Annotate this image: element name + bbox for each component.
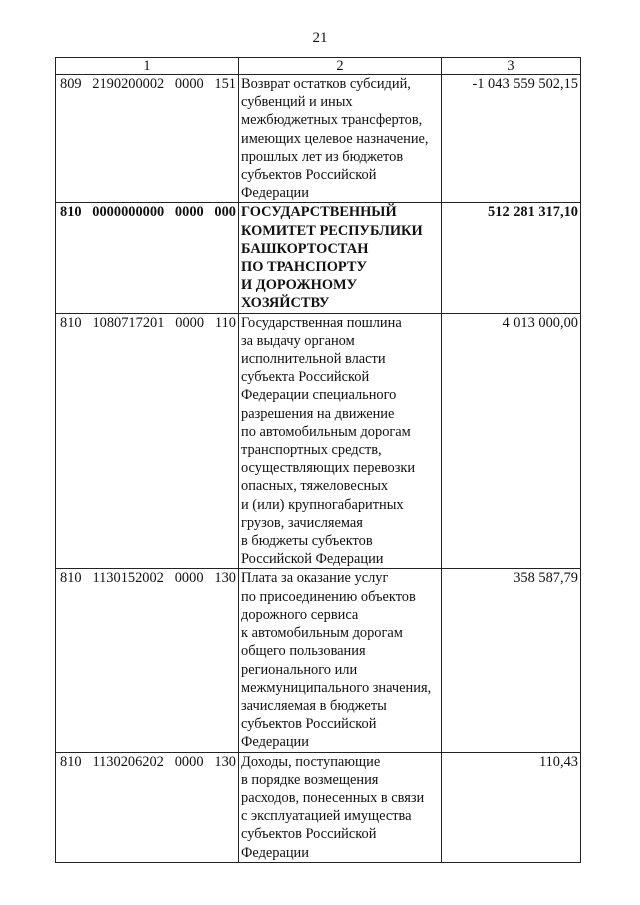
classification-code: [58, 75, 236, 93]
code-revenue: 0000000000: [92, 204, 165, 221]
revenue-name-line: грузов, зачисляемая: [241, 514, 363, 531]
revenue-name-line: Федерации: [241, 185, 309, 202]
code-program: 0000: [175, 314, 205, 331]
revenue-name-line: ХОЗЯЙСТВУ: [241, 295, 330, 312]
table-row: [56, 203, 581, 313]
revenue-name-cell: [239, 313, 442, 569]
revenue-name-line: Федерации: [241, 844, 309, 861]
code-program: 0000: [174, 204, 204, 221]
revenue-name-line: Российской Федерации: [241, 551, 384, 568]
revenue-name-line: в порядке возмещения: [241, 771, 379, 788]
classification-code-cell: [56, 569, 239, 752]
revenue-name-cell: [239, 752, 442, 862]
revenue-name-line: зачисляемая в бюджеты: [241, 697, 387, 714]
table-row: [56, 75, 581, 203]
revenue-name-line: транспортных средств,: [241, 442, 382, 459]
revenue-name-line: прошлых лет из бюджетов: [241, 148, 404, 165]
revenue-name-line: разрешения на движение: [241, 405, 395, 422]
code-revenue: 1080717201: [92, 314, 165, 331]
code-kosgu: 151: [214, 76, 236, 92]
classification-code-cell: [56, 75, 239, 203]
revenue-name-line: дорожного сервиса: [241, 606, 359, 623]
revenue-name-line: общего пользования: [241, 643, 366, 660]
revenue-name-line: БАШКОРТОСТАН: [241, 240, 369, 257]
amount-cell: 358 587,79: [442, 569, 581, 752]
code-kosgu: 000: [214, 204, 236, 221]
revenue-name-line: Возврат остатков субсидий,: [241, 76, 411, 92]
classification-code-cell: [56, 752, 239, 862]
amount-cell: -1 043 559 502,15: [442, 75, 581, 203]
classification-code: [58, 569, 236, 587]
revenue-name-line: регионального или: [241, 661, 358, 678]
revenue-name-line: субъектов Российской: [241, 167, 377, 184]
revenue-name-line: по присоединению объектов: [241, 588, 416, 605]
revenue-name-line: субъектов Российской: [241, 826, 377, 843]
revenue-name-line: ПО ТРАНСПОРТУ: [241, 259, 368, 276]
code-program: 0000: [174, 570, 204, 587]
table-row: [56, 569, 581, 752]
revenue-name-line: и (или) крупногабаритных: [241, 496, 404, 513]
revenue-name-line: в бюджеты субъектов: [241, 533, 373, 550]
amount-cell: 110,43: [442, 752, 581, 862]
revenue-name-line: межбюджетных трансфертов,: [241, 112, 423, 129]
revenue-name-line: ГОСУДАРСТВЕННЫЙ: [241, 204, 397, 221]
classification-code-cell: [56, 203, 239, 313]
revenue-name-line: с эксплуатацией имущества: [241, 808, 412, 825]
revenue-name-line: КОМИТЕТ РЕСПУБЛИКИ: [241, 222, 423, 239]
code-admin: 809: [60, 76, 82, 92]
revenue-name-line: по автомобильным дорогам: [241, 423, 411, 440]
revenue-name-line: исполнительной власти: [241, 351, 386, 368]
column-header-amount: 3: [442, 58, 581, 75]
amount-cell: 512 281 317,10: [442, 203, 581, 313]
classification-code-cell: [56, 313, 239, 569]
code-admin: 810: [60, 570, 82, 587]
revenue-name-line: за выдачу органом: [241, 332, 355, 349]
revenue-name-cell: [239, 75, 442, 203]
table-row: [56, 313, 581, 569]
budget-revenue-table: [55, 57, 581, 863]
revenue-name-cell: [239, 569, 442, 752]
code-admin: 810: [60, 753, 82, 770]
code-kosgu: 130: [214, 570, 236, 587]
classification-code: [58, 753, 236, 771]
revenue-name-cell: [239, 203, 442, 313]
table-header-row: [56, 58, 581, 75]
revenue-name-line: Государственная пошлина: [241, 314, 402, 331]
revenue-name-line: к автомобильным дорогам: [241, 625, 403, 642]
code-revenue: 1130206202: [92, 753, 164, 770]
revenue-name-line: Плата за оказание услуг: [241, 570, 389, 587]
code-kosgu: 130: [214, 753, 236, 770]
code-admin: 810: [60, 204, 82, 221]
table-row: [56, 752, 581, 862]
classification-code: [58, 203, 236, 221]
code-revenue: 2190200002: [92, 76, 165, 92]
amount-cell: 4 013 000,00: [442, 313, 581, 569]
column-header-code: 1: [56, 58, 239, 75]
code-revenue: 1130152002: [92, 570, 164, 587]
revenue-name-line: Федерации: [241, 734, 309, 751]
revenue-name-line: Федерации специального: [241, 387, 397, 404]
revenue-name-line: имеющих целевое назначение,: [241, 130, 429, 147]
classification-code: [58, 314, 236, 332]
revenue-name-line: субвенций и иных: [241, 94, 353, 111]
revenue-name-line: И ДОРОЖНОМУ: [241, 277, 358, 294]
revenue-name-line: субъекта Российской: [241, 369, 370, 386]
revenue-name-line: расходов, понесенных в связи: [241, 789, 425, 806]
revenue-name-line: опасных, тяжеловесных: [241, 478, 389, 495]
table-body: [56, 75, 581, 863]
column-header-name: 2: [239, 58, 442, 75]
code-program: 0000: [174, 76, 204, 92]
revenue-name-line: Доходы, поступающие: [241, 753, 381, 770]
code-admin: 810: [60, 314, 82, 331]
revenue-name-line: осуществляющих перевозки: [241, 460, 416, 477]
page-number: 21: [312, 30, 328, 46]
revenue-name-line: субъектов Российской: [241, 716, 377, 733]
code-kosgu: 110: [214, 314, 236, 331]
revenue-name-line: межмуниципального значения,: [241, 679, 432, 696]
code-program: 0000: [174, 753, 204, 770]
